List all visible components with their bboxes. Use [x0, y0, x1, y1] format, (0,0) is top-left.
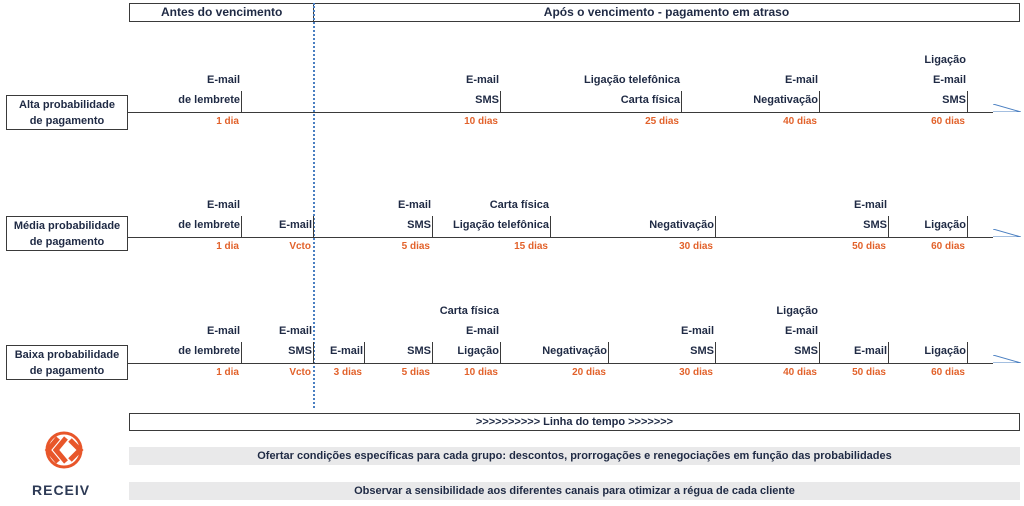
- event-tick: [313, 216, 314, 237]
- event-tick: [432, 216, 433, 237]
- event-day: 30 dias: [679, 367, 713, 378]
- event-channel-line: SMS: [690, 345, 714, 357]
- header-after-due: Após o vencimento - pagamento em atraso: [313, 3, 1020, 22]
- event-tick: [819, 342, 820, 363]
- event-channel-line: E-mail: [784, 74, 818, 86]
- event-day: 1 dia: [216, 116, 239, 127]
- event-channel-line: E-mail: [465, 74, 499, 86]
- logo-text: RECEIV: [32, 482, 91, 498]
- event-channel-line: Ligação: [457, 345, 499, 357]
- axis-arrow-icon: [993, 229, 1021, 237]
- event-channels: [776, 301, 818, 361]
- event-channel-line: Ligação telefônica: [453, 219, 549, 231]
- event-channel-line: E-mail: [397, 199, 431, 211]
- event-channels: [178, 195, 240, 235]
- event-tick: [888, 342, 889, 363]
- event-channels: [279, 321, 312, 361]
- event-channel-line: Ligação telefônica: [584, 74, 680, 86]
- event-channel-line: SMS: [475, 94, 499, 106]
- event-day: 1 dia: [216, 241, 239, 252]
- header-before-due: Antes do vencimento: [129, 3, 313, 22]
- event-tick: [967, 342, 968, 363]
- event-channels: [854, 195, 887, 235]
- row-label-line: Média probabilidade: [13, 220, 121, 232]
- event-day: 60 dias: [931, 367, 965, 378]
- event-channel-line: E-mail: [465, 325, 499, 337]
- event-tick: [967, 216, 968, 237]
- event-tick: [500, 91, 501, 112]
- event-channels: [453, 195, 549, 235]
- event-channels: [681, 321, 714, 361]
- timeline-label: >>>>>>>>>> Linha do tempo >>>>>>>: [129, 413, 1020, 431]
- event-day: 25 dias: [645, 116, 679, 127]
- event-tick: [681, 91, 682, 112]
- event-channel-line: de lembrete: [178, 345, 240, 357]
- event-channel-line: Carta física: [439, 305, 499, 317]
- row-label: [6, 95, 128, 130]
- event-day: 60 dias: [931, 116, 965, 127]
- event-day: 3 dias: [333, 367, 362, 378]
- event-channel-line: SMS: [794, 345, 818, 357]
- row-label-line: Alta probabilidade: [19, 99, 115, 111]
- event-tick: [500, 342, 501, 363]
- event-channels: [854, 341, 887, 361]
- event-channels: [649, 215, 714, 235]
- event-channel-line: SMS: [407, 345, 431, 357]
- event-day: 10 dias: [464, 367, 498, 378]
- event-channel-line: E-mail: [206, 325, 240, 337]
- row-label-line: de pagamento: [29, 365, 105, 377]
- event-channel-line: E-mail: [278, 325, 312, 337]
- event-day: 50 dias: [852, 241, 886, 252]
- event-tick: [888, 216, 889, 237]
- event-tick: [432, 342, 433, 363]
- timeline-axis: [128, 112, 993, 113]
- axis-arrow-icon: [993, 104, 1021, 112]
- event-day: 60 dias: [931, 241, 965, 252]
- event-tick: [241, 216, 242, 237]
- event-tick: [819, 91, 820, 112]
- event-channels: [924, 50, 966, 110]
- event-channel-line: E-mail: [932, 74, 966, 86]
- event-channels: [398, 195, 431, 235]
- event-tick: [364, 342, 365, 363]
- event-channels: [178, 70, 240, 110]
- event-channel-line: Ligação: [924, 219, 966, 231]
- event-channel-line: E-mail: [329, 345, 363, 357]
- event-day: Vcto: [289, 241, 311, 252]
- event-channel-line: Ligação: [776, 305, 818, 317]
- event-day: Vcto: [289, 367, 311, 378]
- event-channel-line: E-mail: [853, 345, 887, 357]
- event-channel-line: SMS: [288, 345, 312, 357]
- event-tick: [715, 216, 716, 237]
- event-channels: [924, 215, 966, 235]
- row-label-line: de pagamento: [29, 236, 105, 248]
- event-channel-line: E-mail: [206, 74, 240, 86]
- row-label: [6, 216, 128, 251]
- event-day: 10 dias: [464, 116, 498, 127]
- event-channel-line: SMS: [407, 219, 431, 231]
- event-channels: [542, 341, 607, 361]
- event-channels: [584, 70, 680, 110]
- event-day: 50 dias: [852, 367, 886, 378]
- banner-offer: Ofertar condições específicas para cada grupo: descontos, prorrogações e renegociações em função das probabilidades: [129, 447, 1020, 465]
- timeline-axis: [128, 237, 993, 238]
- event-tick: [241, 342, 242, 363]
- event-channels: [924, 341, 966, 361]
- banner-observe: Observar a sensibilidade aos diferentes canais para otimizar a régua de cada cliente: [129, 482, 1020, 500]
- event-channel-line: de lembrete: [178, 94, 240, 106]
- event-tick: [550, 216, 551, 237]
- event-day: 1 dia: [216, 367, 239, 378]
- event-day: 15 dias: [514, 241, 548, 252]
- event-channel-line: de lembrete: [178, 219, 240, 231]
- event-channel-line: Negativação: [753, 94, 818, 106]
- event-channel-line: SMS: [863, 219, 887, 231]
- event-tick: [241, 91, 242, 112]
- event-channels: [440, 301, 499, 361]
- timeline-axis: [128, 363, 993, 364]
- event-day: 40 dias: [783, 116, 817, 127]
- row-label-line: Baixa probabilidade: [14, 349, 120, 361]
- event-day: 40 dias: [783, 367, 817, 378]
- event-tick: [967, 91, 968, 112]
- event-channels: [407, 341, 431, 361]
- event-channel-line: E-mail: [278, 219, 312, 231]
- event-channel-line: E-mail: [784, 325, 818, 337]
- event-channel-line: Ligação: [924, 54, 966, 66]
- event-channel-line: Negativação: [649, 219, 714, 231]
- event-channel-line: Ligação: [924, 345, 966, 357]
- event-channel-line: Carta física: [620, 94, 680, 106]
- event-channel-line: E-mail: [206, 199, 240, 211]
- event-channels: [466, 70, 499, 110]
- event-channels: [279, 215, 312, 235]
- event-day: 5 dias: [401, 241, 430, 252]
- event-channel-line: SMS: [942, 94, 966, 106]
- event-channel-line: E-mail: [853, 199, 887, 211]
- event-day: 30 dias: [679, 241, 713, 252]
- event-channels: [178, 321, 240, 361]
- event-channel-line: Negativação: [542, 345, 607, 357]
- axis-arrow-icon: [993, 355, 1021, 363]
- row-label-line: de pagamento: [29, 115, 105, 127]
- event-day: 20 dias: [572, 367, 606, 378]
- event-day: 5 dias: [401, 367, 430, 378]
- row-label: [6, 345, 128, 380]
- event-tick: [715, 342, 716, 363]
- event-channels: [753, 70, 818, 110]
- event-channel-line: Carta física: [489, 199, 549, 211]
- event-channels: [330, 341, 363, 361]
- event-tick: [608, 342, 609, 363]
- event-channel-line: E-mail: [680, 325, 714, 337]
- event-tick: [313, 342, 314, 363]
